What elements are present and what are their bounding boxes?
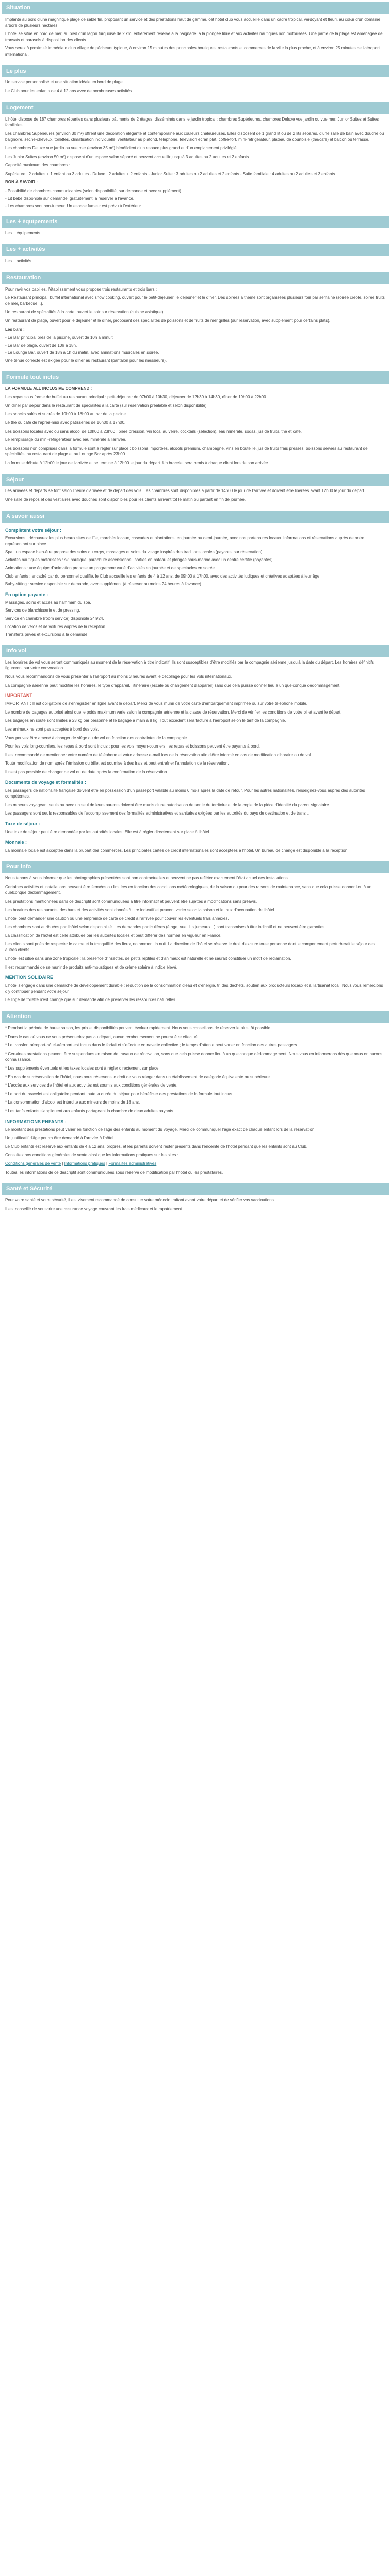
situation-paragraph: L'hôtel se situe en bord de mer, au pied d'un lagon turquoise de 2 km, entièrement réservé à la baignade, à la plongée libre et aux activités nautiques non motorisées. Une partie de la plage est aménagée de transats et parasols à disposition des clients. [5,31,383,42]
formule-paragraph: La formule débute à 12h00 le jour de l'arrivée et se termine à 12h00 le jour du départ. Un bracelet sera remis à chaque client lors de son arrivée. [5,460,269,465]
restauration-paragraph: Le Restaurant principal, buffet international avec show cooking, ouvert pour le petit-déjeuner, le déjeuner et le dîner. Des soirées à thème sont organisées plusieurs fois par semaine (soirée créole, soirée fruits de mer, barbecue...). [5,295,385,306]
sante-paragraph: Il est conseillé de souscrire une assurance voyage couvrant les frais médicaux et le rapatriement. [5,1206,183,1211]
restauration-paragraph: Un restaurant de spécialités à la carte, ouvert le soir sur réservation (cuisine asiatique). [5,310,165,315]
formule-paragraph: Un dîner par séjour dans le restaurant de spécialités à la carte (sur réservation préalable et selon disponibilité). [5,403,208,408]
equipements-item: Les + équipements [5,230,40,235]
section-header-complement: A savoir aussi [2,511,389,523]
complement-option-item: Service en chambre (room service) disponible 24h/24. [5,616,104,621]
link-separator: | [62,1161,64,1166]
pour-info-mention-title: MENTION SOLIDAIRE [5,975,54,980]
complement-list [5,535,386,587]
pour-info-paragraph: Les chambres sont attribuées par l'hôtel selon disponibilité. Les demandes particulières (étage, vue, lits jumeaux...) sont transmises à titre indicatif et ne peuvent être garanties. [5,924,326,929]
attention-info-paragraph: Le Club enfants est réservé aux enfants de 4 à 12 ans, propres, et les parents doivent rester présents dans l'enceinte de l'hôtel pendant que les enfants sont au Club. [5,1144,308,1149]
complement-body [2,527,389,642]
attention-info-paragraph: Le montant des prestations peut varier en fonction de l'âge des enfants au moment du voyage. Merci de communiquer l'âge exact de chaque enfant lors de la réservation. [5,1127,316,1132]
info-vol-important-paragraph: Le nombre de bagages autorisé ainsi que le poids maximum varie selon la compagnie aérienne et la classe de réservation. Merci de vérifier les conditions de votre billet avant le départ. [5,709,342,715]
info-vol-tax-text: Une taxe de séjour peut être demandée par les autorités locales. Elle est à régler directement sur place à l'hôtel. [5,829,210,834]
complement-subtitle: En option payante : [5,591,48,597]
situation-paragraph: Vous serez à proximité immédiate d'un village de pêcheurs typique, à environ 15 minutes des principales boutiques, restaurants et commerces de la ville la plus proche, et à environ 25 minutes de l'aéroport international. [5,46,380,57]
pour-info-body [2,875,389,1008]
formule-paragraph: Les boissons non comprises dans la formule sont à régler sur place : boissons importées, alcools premium, champagne, vins en bouteille, jus de fruits frais pressés, boissons servies au restaurant de spécialités, au restaurant de plage et au Lounge Bar après 23h00. [5,446,368,457]
formalities-link[interactable]: Formalités administratives [108,1161,157,1166]
info-vol-passengers-paragraph: Les passagers de nationalité française doivent être en possession d'un passeport valable au moins 6 mois après la date de retour. Pour les autres nationalités, renseignez-vous auprès des autorités compétentes. [5,788,365,799]
attention-footer: Toutes les informations de ce descriptif sont communiquées sous réserve de modification par l'hôtel ou les prestataires. [5,1170,223,1175]
attention-paragraph: * Les tarifs enfants s'appliquent aux enfants partageant la chambre de deux adultes payants. [5,1108,174,1113]
restauration-body [2,286,389,368]
pour-info-paragraph: Les prestations mentionnées dans ce descriptif sont communiquées à titre informatif et peuvent être sujettes à modifications sans préavis. [5,899,257,904]
complement-item: Club enfants : encadré par du personnel qualifié, le Club accueille les enfants de 4 à 12 ans, de 09h00 à 17h00, avec des activités ludiques et créatives adaptées à leur âge. [5,573,321,579]
pour-info-mention-paragraph: Le linge de toilette n'est changé que sur demande afin de préserver les ressources naturelles. [5,997,176,1003]
complement-item: Animations : une équipe d'animation propose un programme varié d'activités en journée et de spectacles en soirée. [5,565,216,570]
section-header-info-vol: Info vol [2,645,389,657]
info-vol-tax-title: Taxe de séjour : [5,821,40,826]
attention-paragraph: * Les suppléments éventuels et les taxes locales sont à régler directement sur place. [5,1065,160,1071]
restauration-paragraph: Une tenue correcte est exigée pour le dîner au restaurant (pantalon pour les messieurs). [5,358,167,363]
activites-body [2,258,389,269]
info-vol-important-paragraph: Les bagages en soute sont limités à 23 kg par personne et le bagage à main à 8 kg. Tout excédent sera facturé à l'aéroport selon le tarif de la compagnie. [5,718,286,723]
section-header-le-plus: Le plus [2,65,389,78]
info-vol-important-paragraph: IMPORTANT : Il est obligatoire de s'enregistrer en ligne avant le départ. Merci de vous munir de votre carte d'embarquement imprimée ou sur votre téléphone mobile. [5,701,308,706]
info-vol-currency-text: La monnaie locale est acceptée dans la plupart des commerces. Les principales cartes de crédit internationales sont acceptées à l'hôtel. Un bureau de change est disponible à la réception. [5,848,349,853]
info-vol-important-title: IMPORTANT [5,693,32,699]
info-vol-important-paragraph: Les animaux ne sont pas acceptés à bord des vols. [5,726,99,732]
logement-dash-line: - Les chambres sont non-fumeur. Un espace fumeur est prévu à l'extérieur. [5,204,142,209]
sante-paragraph: Pour votre santé et votre sécurité, il est vivement recommandé de consulter votre médecin traitant avant votre départ et de vérifier vos vaccinations. [5,1198,275,1203]
sejour-paragraph: Les arrivées et départs se font selon l'heure d'arrivée et de départ des vols. Les chambres sont disponibles à partir de 14h00 le jour de l'arrivée et doivent être libérées avant 12h00 le jour du départ. [5,488,365,494]
pour-info-paragraph: Les horaires des restaurants, des bars et des activités sont donnés à titre indicatif et peuvent varier selon la saison et le taux d'occupation de l'hôtel. [5,907,275,912]
formule-paragraph: Le remplissage du mini-réfrigérateur avec eau minérale à l'arrivée. [5,437,126,443]
attention-paragraph: * Pendant la période de haute saison, les prix et disponibilités peuvent évoluer rapidement. Nous vous conseillons de réserver le plus tôt possible. [5,1026,272,1031]
attention-paragraph: * Dans le cas où vous ne vous présenteriez pas au départ, aucun remboursement ne pourra être effectué. [5,1034,199,1039]
logement-paragraph: L'hôtel dispose de 187 chambres réparties dans plusieurs bâtiments de 2 étages, disséminés dans le jardin tropical : chambres Supérieures, chambres Deluxe vue jardin ou vue mer, Junior Suites et Suites familiales. [5,116,379,128]
le-plus-body [2,79,389,98]
attention-body [2,1025,389,1180]
section-header-equipements: Les + équipements [2,216,389,228]
attention-paragraph: * Le port du bracelet est obligatoire pendant toute la durée du séjour pour bénéficier des prestations de la formule tout inclus. [5,1091,234,1096]
attention-info-paragraph: Un justificatif d'âge pourra être demandé à l'arrivée à l'hôtel. [5,1136,115,1141]
attention-paragraph: * Le transfert aéroport-hôtel-aéroport est inclus dans le forfait et s'effectue en navette collective ; le temps d'attente peut varier en fonction des autres passagers. [5,1043,298,1048]
situation-body [2,16,389,62]
attention-paragraph: * La consommation d'alcool est interdite aux mineurs de moins de 18 ans. [5,1100,140,1105]
info-vol-important-paragraph: Vous pouvez être amené à changer de siège ou de vol en fonction des contraintes de la compagnie. [5,735,188,740]
complement-item: Baby-sitting : service disponible sur demande, avec supplément (à réserver au moins 24 heures à l'avance). [5,582,203,587]
section-header-sejour: Séjour [2,474,389,486]
complement-subtitle: Complètent votre séjour : [5,527,62,533]
sejour-paragraph: Une salle de repos et des vestiaires avec douches sont disponibles pour les clients arrivant tôt le matin ou partant en fin de journée. [5,497,246,502]
restauration-dash-line: - Le Lounge Bar, ouvert de 18h à 1h du matin, avec animations musicales en soirée. [5,350,159,355]
info-vol-passengers-paragraph: Les mineurs voyageant seuls ou avec un seul de leurs parents doivent être munis d'une autorisation de sortie du territoire et de la copie de la pièce d'identité du parent signataire. [5,802,330,807]
cgv-link[interactable]: Conditions générales de vente [5,1161,61,1166]
sejour-body [2,488,389,507]
info-vol-important-paragraph: Il n'est pas possible de changer de vol ou de date après la confirmation de la réservation. [5,769,168,774]
logement-paragraph: Supérieure : 2 adultes + 1 enfant ou 3 adultes - Deluxe : 2 adultes + 2 enfants - Junior Suite : 3 adultes ou 2 adultes et 2 enfants - Suite familiale : 4 adultes ou 2 adultes et 3 enfants. [5,171,336,176]
sante-body [2,1197,389,1216]
logement-paragraph: Les chambres Deluxe vue jardin ou vue mer (environ 35 m²) bénéficient d'un espace plus grand et d'un emplacement privilégié. [5,145,238,150]
restauration-paragraph: Pour ravir vos papilles, l'établissement vous propose trois restaurants et trois bars : [5,286,157,292]
logement-paragraph: Les chambres Supérieures (environ 30 m²) offrent une décoration élégante et contemporaine aux couleurs chaleureuses. Elles disposent de 1 grand lit ou de 2 lits séparés, d'une salle de bain avec douche ou baignoire, sèche-cheveux, toilettes, climatisation individuelle, ventilateur au plafond, téléphone, télévision écran plat, coffre-fort, mini-réfrigérateur, plateau de courtoisie (thé/café) et balcon ou terrasse. [5,131,384,142]
section-header-logement: Logement [2,102,389,114]
formule-paragraph: Les boissons locales avec ou sans alcool de 10h00 à 23h00 : bière pression, vin local au verre, cocktails (sélection), eau minérale, sodas, jus de fruits, thé et café. [5,429,302,434]
logement-paragraph: Capacité maximum des chambres : [5,163,70,168]
equipements-body [2,230,389,241]
info-vol-body [2,659,389,858]
pour-info-paragraph: L'hôtel peut demander une caution ou une empreinte de carte de crédit à l'arrivée pour couvrir les éventuels frais annexes. [5,916,229,921]
pour-info-paragraph: Il est recommandé de se munir de produits anti-moustiques et de crème solaire à indice élevé. [5,964,177,970]
complement-option-item: Massages, soins et accès au hammam du spa. [5,600,91,605]
info-vol-passengers-paragraph: Les passagers sont seuls responsables de l'accomplissement des formalités administratives et sanitaires exigées par les autorités du pays de destination et de transit. [5,811,309,816]
formule-paragraph: Les repas sous forme de buffet au restaurant principal : petit-déjeuner de 07h00 à 10h30, déjeuner de 12h30 à 14h30, dîner de 19h00 à 22h00. [5,395,267,400]
info-vol-currency-title: Monnaie : [5,839,27,845]
logement-dash-line: - Possibilité de chambres communicantes (selon disponibilité, sur demande et avec supplément). [5,188,183,193]
info-vol-important-paragraph: Il est recommandé de mentionner votre numéro de téléphone et votre adresse e-mail lors de la réservation afin d'être informé en cas de modification d'horaire ou de vol. [5,752,312,757]
section-header-restauration: Restauration [2,272,389,284]
formule-body [2,386,389,471]
complement-option-item: Transferts privés et excursions à la demande. [5,632,89,637]
restauration-dash-line: - Le Bar principal près de la piscine, ouvert de 10h à minuit. [5,335,114,341]
formule-paragraph: Les snacks salés et sucrés de 10h00 à 18h00 au bar de la piscine. [5,412,127,417]
attention-links [5,1161,386,1167]
info-vol-important-paragraph: Toute modification de nom après l'émission du billet est soumise à des frais et peut entraîner l'annulation de la réservation. [5,761,229,766]
le-plus-paragraph: Le Club pour les enfants de 4 à 12 ans avec de nombreuses activités. [5,89,133,94]
complement-option-item: Location de vélos et de voitures auprès de la réception. [5,624,107,629]
complement-option-item: Services de blanchisserie et de pressing. [5,608,80,613]
attention-links-intro: Consultez nos conditions générales de vente ainsi que les informations pratiques sur les sites : [5,1153,178,1158]
complement-item: Excursions : découvrez les plus beaux sites de l'île, marchés locaux, cascades et plantations, en journée ou demi-journée, avec nos partenaires locaux. Informations et réservations auprès de notre représentant sur place. [5,535,365,547]
formule-paragraph: Le thé ou café de l'après-midi avec pâtisseries de 16h00 à 17h00. [5,420,126,425]
complement-option-list [5,600,386,638]
pour-info-paragraph: Certaines activités et installations peuvent être fermées ou limitées en fonction des conditions météorologiques, de la saison ou pour des raisons de maintenance, sans que cela puisse donner lieu à un quelconque dédommagement. [5,884,372,895]
situation-paragraph: Implanté au bord d'une magnifique plage de sable fin, proposant un service et des prestations haut de gamme, cet hôtel club vous accueille dans un cadre tropical, verdoyant et fleuri, au cœur d'un domaine arboré de plusieurs hectares. [5,16,381,28]
logement-paragraph: Les Junior Suites (environ 50 m²) disposent d'un espace salon séparé et peuvent accueillir jusqu'à 3 adultes ou 2 adultes et 2 enfants. [5,154,250,159]
section-header-situation: Situation [2,2,389,14]
pour-info-mention-paragraph: L'hôtel s'engage dans une démarche de développement durable : réduction de la consommation d'eau et d'énergie, tri des déchets, soutien aux producteurs locaux et à l'artisanat local. Nous vous remercions d'y contribuer pendant votre séjour. [5,983,383,994]
section-header-pour-info: Pour info [2,861,389,873]
attention-paragraph: * L'accès aux services de l'hôtel et aux activités est soumis aux conditions générales de vente. [5,1083,178,1088]
info-vol-important-paragraph: Pour les vols long-courriers, les repas à bord sont inclus ; pour les vols moyen-courriers, les repas et boissons peuvent être payants à bord. [5,744,260,749]
attention-paragraph: * En cas de surréservation de l'hôtel, nous nous réservons le droit de vous reloger dans un établissement de catégorie équivalente ou supérieure. [5,1074,271,1079]
logement-paragraph: BON À SAVOIR : [5,180,38,185]
info-vol-paragraph: Nous vous recommandons de vous présenter à l'aéroport au moins 3 heures avant le décollage pour les vols internationaux. [5,674,233,679]
le-plus-paragraph: Un service personnalisé et une situation idéale en bord de plage. [5,80,124,85]
link-separator: | [106,1161,109,1166]
complement-item: Activités nautiques motorisées : ski nautique, parachute ascensionnel, sorties en bateau et plongée sous-marine avec un centre certifié (payantes). [5,557,274,563]
attention-info-title: INFORMATIONS ENFANTS : [5,1118,67,1124]
section-header-attention: Attention [2,1011,389,1023]
info-vol-passengers-title: Documents de voyage et formalités : [5,779,87,785]
info-vol-paragraph: La compagnie aérienne peut modifier les horaires, le type d'appareil, l'itinéraire (escale ou changement d'appareil) sans que cela puisse donner lieu à un quelconque dédommagement. [5,683,341,688]
section-header-formule: Formule tout inclus [2,371,389,384]
restauration-paragraph: Les bars : [5,327,25,332]
attention-paragraph: * Certaines prestations peuvent être suspendues en raison de travaux de rénovation, sans que cela puisse donner lieu à un quelconque dédommagement. Nous vous en informerons dès que nous en aurons connaissance. [5,1051,383,1062]
pour-info-paragraph: L'hôtel est situé dans une zone tropicale ; la présence d'insectes, de petits reptiles et d'animaux est naturelle et ne saurait constituer un motif de réclamation. [5,956,291,961]
activites-item: Les + activités [5,259,31,264]
hotel-description-page [2,0,389,1225]
practical-info-link[interactable]: Informations pratiques [64,1161,105,1166]
restauration-paragraph: Un restaurant de plage, ouvert pour le déjeuner et le dîner, proposant des spécialités de poissons et de fruits de mer grillés (sur réservation, avec supplément pour certains plats). [5,318,331,324]
section-header-sante: Santé et Sécurité [2,1183,389,1195]
section-header-activites: Les + activités [2,244,389,256]
formule-paragraph: LA FORMULE ALL INCLUSIVE COMPREND : [5,386,92,391]
info-vol-paragraph: Les horaires de vol vous seront communiqués au moment de la réservation à titre indicatif. Ils sont susceptibles d'être modifiés par la compagnie aérienne jusqu'à la date du départ. Les horaires définitifs figureront sur votre convocation. [5,659,374,671]
pour-info-paragraph: La classification de l'hôtel est celle attribuée par les autorités locales et peut différer des normes en vigueur en France. [5,933,222,938]
complement-item: Spa : un espace bien-être propose des soins du corps, massages et soins du visage inspirés des traditions locales (payants, sur réservation). [5,549,264,554]
logement-dash-line: - Lit bébé disponible sur demande, gratuitement, à réserver à l'avance. [5,196,135,201]
restauration-dash-line: - Le Bar de plage, ouvert de 10h à 18h. [5,343,77,348]
pour-info-paragraph: Les clients sont priés de respecter le calme et la tranquillité des lieux, notamment la nuit. La direction de l'hôtel se réserve le droit d'exclure toute personne dont le comportement perturberait le séjour des autres clients. [5,941,375,953]
logement-body [2,116,389,213]
pour-info-paragraph: Nous tenons à vous informer que les photographies présentées sont non contractuelles et peuvent ne pas refléter exactement l'état actuel des installations. [5,876,289,881]
